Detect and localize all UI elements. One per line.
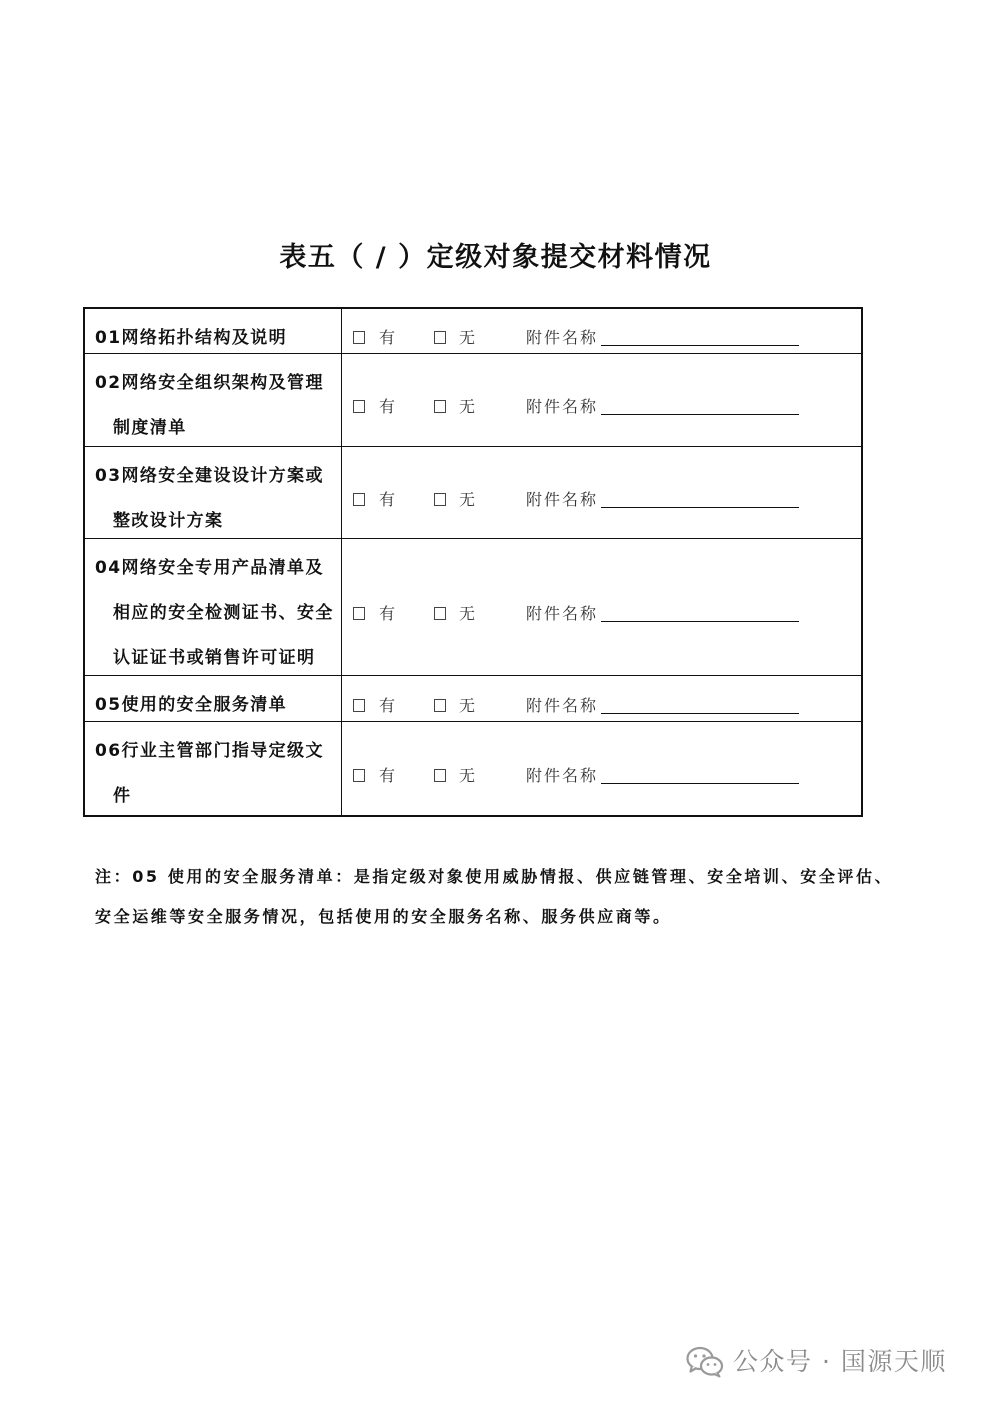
item-name-cell [85, 309, 342, 353]
item-options [342, 604, 861, 624]
table-row [85, 676, 861, 722]
option-no-label: 无 [459, 604, 478, 623]
option-yes-label: 有 [379, 328, 398, 347]
checkbox-icon [434, 607, 446, 620]
checkbox-icon [353, 331, 365, 344]
watermark-text: 公众号 · 国源天顺 [733, 1347, 947, 1376]
item-options-cell [342, 539, 861, 675]
item-name-continued: 制度清单 [113, 418, 187, 438]
item-options-cell [342, 309, 861, 353]
table-row [85, 309, 861, 354]
option-no-label: 无 [459, 489, 478, 509]
attachment-name-label: 附件名称 [526, 489, 599, 509]
item-name-cell [85, 354, 342, 446]
page-title: 表五（ / ）定级对象提交材料情况 [279, 242, 712, 273]
item-name: 05使用的安全服务清单 [95, 695, 288, 715]
note-line: 安全运维等安全服务情况，包括使用的安全服务名称、服务供应商等。 [95, 907, 672, 926]
table-row [85, 354, 861, 447]
option-yes-label: 有 [379, 765, 398, 785]
item-options [342, 766, 861, 786]
item-name-cell [85, 447, 342, 538]
checkbox-icon [434, 769, 446, 782]
item-options-cell [342, 354, 861, 446]
materials-table [83, 307, 863, 817]
checkbox-icon [353, 493, 365, 506]
checkbox-icon [353, 400, 365, 413]
attachment-name-blank [601, 696, 799, 714]
checkbox-icon [434, 699, 446, 712]
item-options [342, 490, 861, 510]
item-options [342, 328, 861, 348]
item-name: 04网络安全专用产品清单及 [95, 558, 324, 578]
attachment-name-blank [601, 397, 799, 415]
attachment-name-blank [601, 490, 799, 508]
item-options [342, 397, 861, 417]
option-no-label: 无 [459, 765, 478, 785]
attachment-name-label: 附件名称 [526, 765, 599, 785]
table-row [85, 447, 861, 539]
checkbox-icon [434, 331, 446, 344]
attachment-name-blank [601, 604, 799, 622]
item-name-continued: 认证证书或销售许可证明 [113, 648, 316, 668]
checkbox-icon [353, 607, 365, 620]
option-no-label: 无 [459, 397, 478, 416]
table-row [85, 722, 861, 815]
item-name-cell [85, 676, 342, 721]
option-yes-label: 有 [379, 489, 398, 509]
item-name: 03网络安全建设设计方案或 [95, 466, 324, 486]
attachment-name-label: 附件名称 [526, 695, 599, 715]
attachment-name-blank [601, 328, 799, 346]
checkbox-icon [353, 699, 365, 712]
option-yes-label: 有 [379, 695, 398, 715]
item-name-continued: 整改设计方案 [113, 511, 224, 531]
item-options-cell [342, 722, 861, 815]
checkbox-icon [434, 400, 446, 413]
attachment-name-label: 附件名称 [526, 397, 599, 416]
item-options-cell [342, 447, 861, 538]
option-yes-label: 有 [379, 604, 398, 623]
item-name-cell [85, 722, 342, 815]
note-line: 注：05 使用的安全服务清单：是指定级对象使用威胁情报、供应链管理、安全培训、安全评估、 [95, 867, 894, 886]
table-row [85, 539, 861, 676]
attachment-name-blank [601, 766, 799, 784]
option-yes-label: 有 [379, 397, 398, 416]
item-name: 01网络拓扑结构及说明 [95, 328, 288, 348]
attachment-name-label: 附件名称 [526, 328, 599, 347]
wechat-icon [686, 1346, 724, 1378]
item-name: 02网络安全组织架构及管理 [95, 373, 324, 393]
watermark [686, 1344, 947, 1380]
item-name: 06行业主管部门指导定级文 [95, 741, 324, 761]
option-no-label: 无 [459, 695, 478, 715]
checkbox-icon [434, 493, 446, 506]
table-note [95, 857, 893, 937]
checkbox-icon [353, 769, 365, 782]
item-name-continued: 件 [113, 786, 132, 806]
item-options [342, 696, 861, 716]
item-name-continued: 相应的安全检测证书、安全 [113, 603, 334, 623]
item-options-cell [342, 676, 861, 721]
attachment-name-label: 附件名称 [526, 604, 599, 623]
item-name-cell [85, 539, 342, 675]
option-no-label: 无 [459, 328, 478, 347]
